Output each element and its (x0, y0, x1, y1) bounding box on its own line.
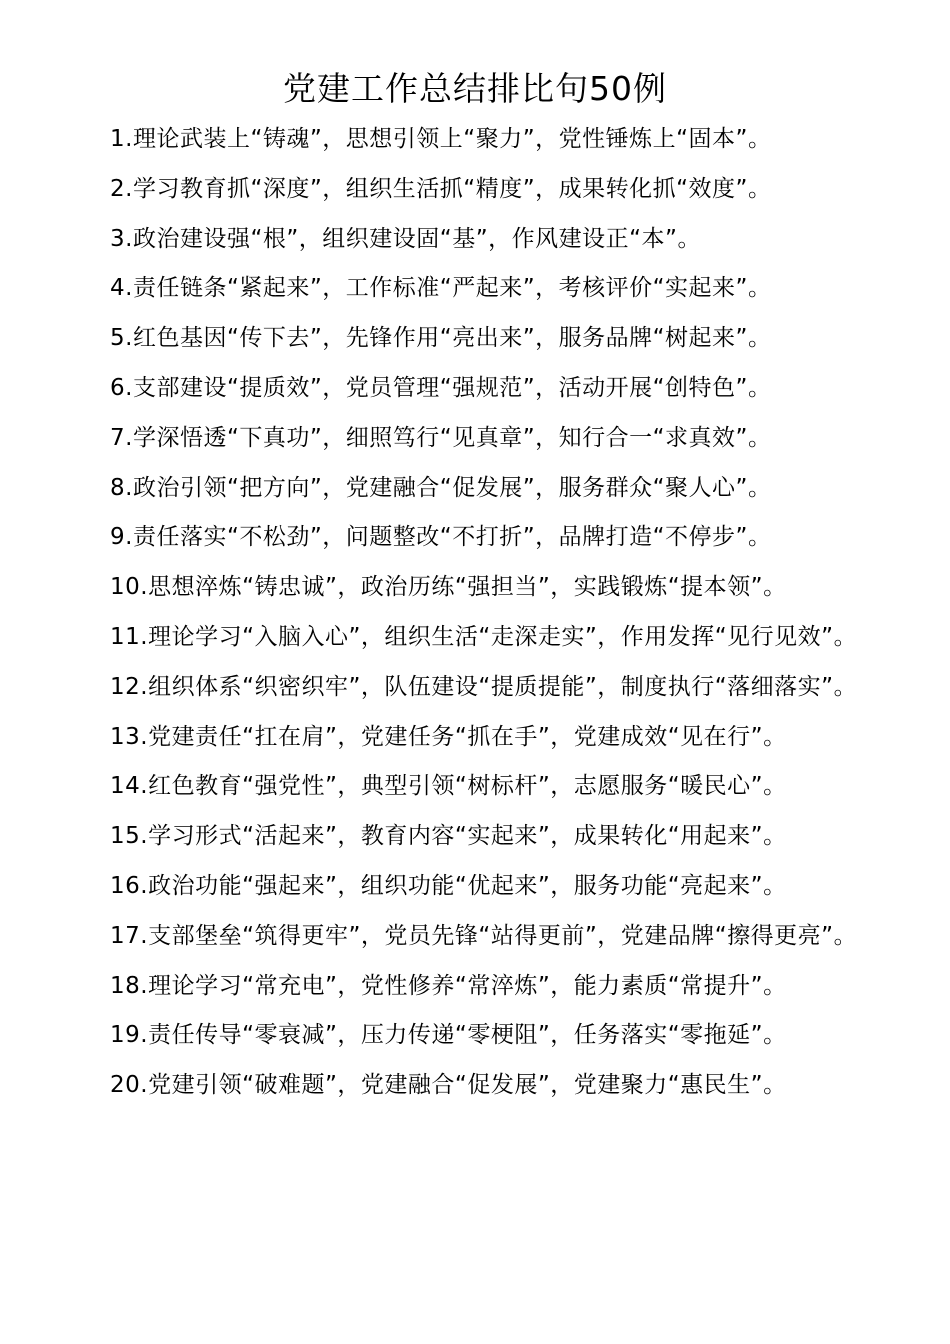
list-item: 18.理论学习“常充电”，党性修养“常淬炼”，能力素质“常提升”。 (110, 972, 787, 999)
list-item: 6.支部建设“提质效”，党员管理“强规范”，活动开展“创特色”。 (110, 374, 772, 401)
list-item: 16.政治功能“强起来”，组织功能“优起来”，服务功能“亮起来”。 (110, 872, 787, 899)
list-item: 13.党建责任“扛在肩”，党建任务“抓在手”，党建成效“见在行”。 (110, 723, 787, 750)
list-item: 17.支部堡垒“筑得更牢”，党员先锋“站得更前”，党建品牌“擦得更亮”。 (110, 922, 858, 949)
list-item: 15.学习形式“活起来”，教育内容“实起来”，成果转化“用起来”。 (110, 823, 787, 850)
list-item: 9.责任落实“不松劲”，问题整改“不打折”，品牌打造“不停步”。 (110, 524, 772, 551)
document-title: 党建工作总结排比句50例 (283, 69, 667, 108)
list-item: 4.责任链条“紧起来”，工作标准“严起来”，考核评价“实起来”。 (110, 275, 772, 302)
list-item: 7.学深悟透“下真功”，细照笃行“见真章”，知行合一“求真效”。 (110, 424, 772, 451)
list-item: 11.理论学习“入脑入心”，组织生活“走深走实”，作用发挥“见行见效”。 (110, 623, 858, 650)
list-item: 3.政治建设强“根”，组织建设固“基”，作风建设正“本”。 (110, 225, 701, 252)
list-item: 10.思想淬炼“铸忠诚”，政治历练“强担当”，实践锻炼“提本领”。 (110, 574, 787, 601)
list-item: 19.责任传导“零衰减”，压力传递“零梗阻”，任务落实“零拖延”。 (110, 1022, 787, 1049)
list-item: 20.党建引领“破难题”，党建融合“促发展”，党建聚力“惠民生”。 (110, 1072, 787, 1099)
list-item: 1.理论武装上“铸魂”，思想引领上“聚力”，党性锤炼上“固本”。 (110, 126, 772, 152)
list-item: 8.政治引领“把方向”，党建融合“促发展”，服务群众“聚人心”。 (110, 474, 772, 501)
document-body (58, 115, 898, 1111)
list-item: 12.组织体系“织密织牢”，队伍建设“提质提能”，制度执行“落细落实”。 (110, 673, 858, 700)
list-item: 14.红色教育“强党性”，典型引领“树标杆”，志愿服务“暖民心”。 (110, 773, 787, 800)
list-item: 2.学习教育抓“深度”，组织生活抓“精度”，成果转化抓“效度”。 (110, 175, 772, 202)
list-item: 5.红色基因“传下去”，先锋作用“亮出来”，服务品牌“树起来”。 (110, 325, 772, 352)
